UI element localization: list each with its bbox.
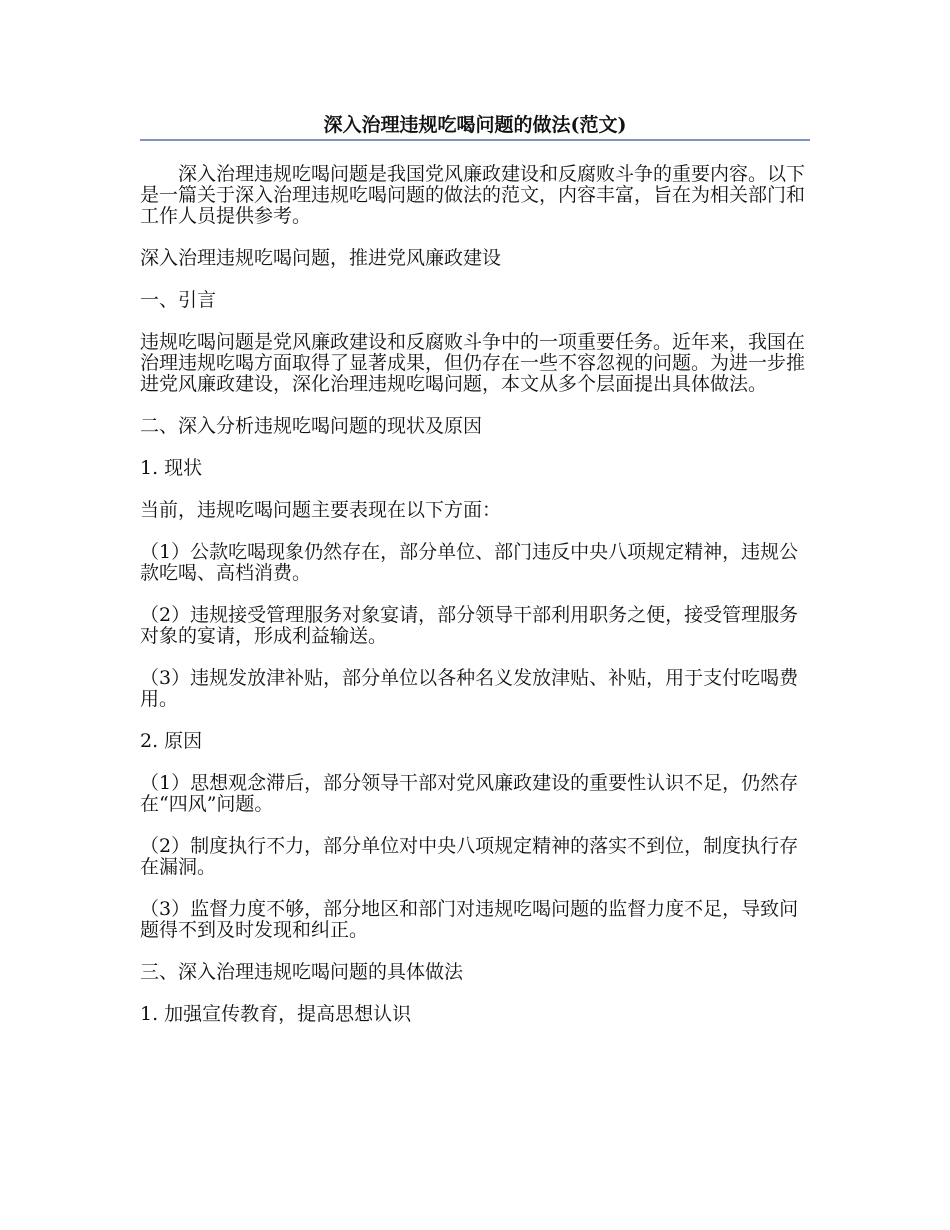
status-item-2: （2）违规接受管理服务对象宴请，部分领导干部利用职务之便，接受管理服务对象的宴请，形成利益输送。	[140, 604, 799, 647]
cause-item-1: （1）思想观念滞后，部分领导干部对党风廉政建设的重要性认识不足，仍然存在“四风”问题。	[140, 772, 799, 815]
title-divider	[140, 139, 810, 141]
section-heading-1: 一、引言	[140, 289, 217, 311]
document-body	[140, 164, 810, 1046]
status-item-3: （3）违规发放津补贴，部分单位以各种名义发放津贴、补贴，用于支付吃喝费用。	[140, 667, 799, 710]
status-item-1: （1）公款吃喝现象仍然存在，部分单位、部门违反中央八项规定精神，违规公款吃喝、高档消费。	[140, 541, 799, 584]
intro-paragraph: 深入治理违规吃喝问题是我国党风廉政建设和反腐败斗争的重要内容。以下是一篇关于深入治理违规吃喝问题的做法的范文，内容丰富，旨在为相关部门和工作人员提供参考。	[140, 163, 806, 227]
cause-item-2: （2）制度执行不力，部分单位对中央八项规定精神的落实不到位，制度执行存在漏洞。	[140, 835, 799, 878]
status-intro: 当前，违规吃喝问题主要表现在以下方面：	[140, 499, 502, 521]
section-1-paragraph: 违规吃喝问题是党风廉政建设和反腐败斗争中的一项重要任务。近年来，我国在治理违规吃喝方面取得了显著成果，但仍存在一些不容忽视的问题。为进一步推进党风廉政建设，深化治理违规吃喝问题，本文从多个层面提出具体做法。	[140, 331, 806, 395]
document-title: 深入治理违规吃喝问题的做法(范文)	[323, 114, 627, 136]
subheading-status: 1. 现状	[140, 457, 203, 479]
section-heading-2: 二、深入分析违规吃喝问题的现状及原因	[140, 415, 483, 437]
subtitle-line: 深入治理违规吃喝问题，推进党风廉政建设	[140, 247, 502, 269]
subheading-causes: 2. 原因	[140, 730, 203, 752]
section-heading-3: 三、深入治理违规吃喝问题的具体做法	[140, 961, 464, 983]
measure-item-1: 1. 加强宣传教育，提高思想认识	[140, 1003, 412, 1025]
cause-item-3: （3）监督力度不够，部分地区和部门对违规吃喝问题的监督力度不足，导致问题得不到及时发现和纠正。	[140, 898, 799, 941]
